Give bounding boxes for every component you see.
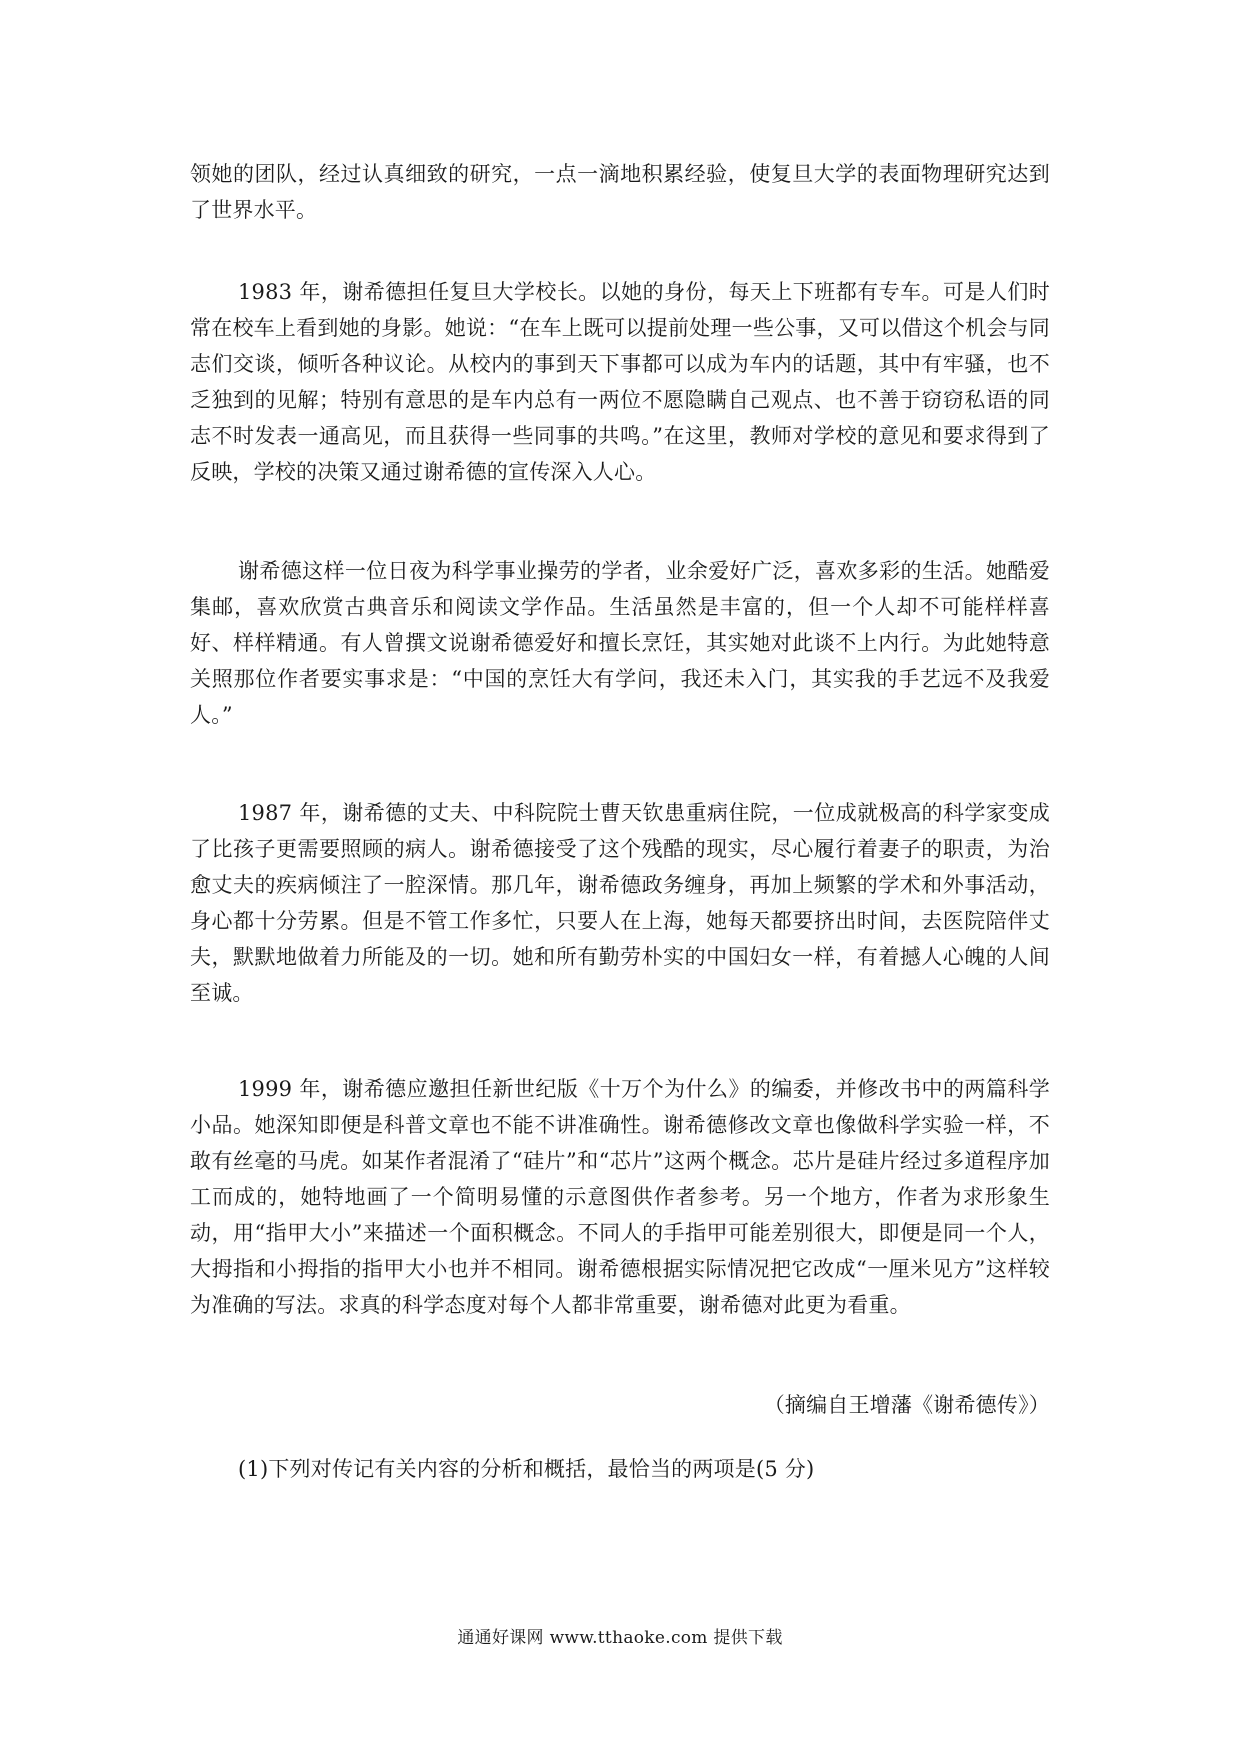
article-paragraph-hobbies: 谢希德这样一位日夜为科学事业操劳的学者，业余爱好广泛，喜欢多彩的生活。她酷爱集邮，喜欢欣赏古典音乐和阅读文学作品。生活虽然是丰富的，但一个人却不可能样样喜好、样样精通。有人曾撰文说谢希德爱好和擅长烹饪，其实她对此谈不上内行。为此她特意关照那位作者要实事求是：“中国的烹饪大有学问，我还未入门，其实我的手艺远不及我爱人。” [190, 559, 1050, 727]
article-source-citation: （摘编自王增藩《谢希德传》） [763, 1393, 1050, 1417]
article-paragraph-1999: 1999 年，谢希德应邀担任新世纪版《十万个为什么》的编委，并修改书中的两篇科学小品。她深知即便是科普文章也不能不讲准确性。谢希德修改文章也像做科学实验一样，不敢有丝毫的马虎。如某作者混淆了“硅片”和“芯片”这两个概念。芯片是硅片经过多道程序加工而成的，她特地画了一个简明易懂的示意图供作者参考。另一个地方，作者为求形象生动，用“指甲大小”来描述一个面积概念。不同人的手指甲可能差别很大，即便是同一个人，大拇指和小拇指的指甲大小也并不相同。谢希德根据实际情况把它改成“一厘米见方”这样较为准确的写法。求真的科学态度对每个人都非常重要，谢希德对此更为看重。 [190, 1077, 1050, 1317]
page-footer: 通通好课网 www.tthaoke.com 提供下载 [457, 1628, 783, 1648]
article-paragraph-1987: 1987 年，谢希德的丈夫、中科院院士曹天钦患重病住院，一位成就极高的科学家变成了比孩子更需要照顾的病人。谢希德接受了这个残酷的现实，尽心履行着妻子的职责，为治愈丈夫的疾病倾注了一腔深情。那几年，谢希德政务缠身，再加上频繁的学术和外事活动，身心都十分劳累。但是不管工作多忙，只要人在上海，她每天都要挤出时间，去医院陪伴丈夫，默默地做着力所能及的一切。她和所有勤劳朴实的中国妇女一样，有着撼人心魄的人间至诚。 [190, 801, 1050, 1005]
article-paragraph-1983: 1983 年，谢希德担任复旦大学校长。以她的身份，每天上下班都有专车。可是人们时常在校车上看到她的身影。她说：“在车上既可以提前处理一些公事，又可以借这个机会与同志们交谈，倾听各种议论。从校内的事到天下事都可以成为车内的话题，其中有牢骚，也不乏独到的见解；特别有意思的是车内总有一两位不愿隐瞒自己观点、也不善于窃窃私语的同志不时发表一通高见，而且获得一些同事的共鸣。”在这里，教师对学校的意见和要求得到了反映，学校的决策又通过谢希德的宣传深入人心。 [190, 280, 1050, 484]
question-prompt: (1)下列对传记有关内容的分析和概括，最恰当的两项是(5 分) [238, 1457, 815, 1481]
article-paragraph-continued: 领她的团队，经过认真细致的研究，一点一滴地积累经验，使复旦大学的表面物理研究达到了世界水平。 [190, 162, 1050, 222]
